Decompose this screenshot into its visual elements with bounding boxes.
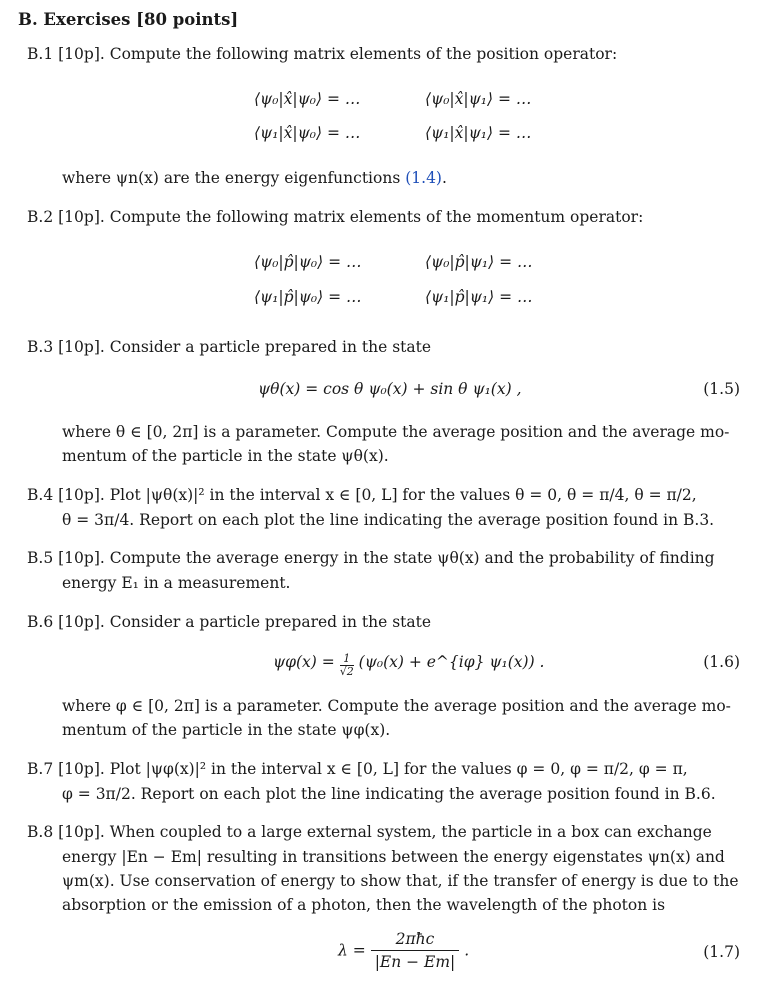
exercise-b5-header bbox=[27, 546, 747, 571]
b3-after-line1: where θ ∈ [0, 2π] is a parameter. Compute the average position and the average mo- bbox=[62, 423, 730, 441]
b3-after-line2: mentum of the particle in the state ψθ(x). bbox=[62, 447, 389, 465]
b1-where-text: where ψn(x) are the energy eigenfunctions bbox=[62, 169, 401, 187]
eq-1-7-lhs: λ = bbox=[338, 941, 366, 960]
matrix-element-p10: ⟨ψ₁|p̂|ψ₀⟩ = … bbox=[254, 288, 362, 306]
exercise-b4-header bbox=[27, 483, 747, 508]
b1-where-end: . bbox=[441, 169, 447, 187]
b4-line2: θ = 3π/4. Report on each plot the line indicating the average position found in B.3. bbox=[62, 511, 715, 529]
equation-1-5: ψθ(x) = cos θ ψ₀(x) + sin θ ψ₁(x) , bbox=[258, 380, 522, 398]
equation-number: (1.5) bbox=[703, 380, 740, 398]
exercise-points: [10p]. bbox=[58, 208, 105, 226]
eq-1-6-rhs: (ψ₀(x) + e^{iφ} ψ₁(x)) . bbox=[358, 653, 545, 671]
exercise-line1: Plot |ψθ(x)|² in the interval x ∈ [0, L] for the values θ = 0, θ = π/4, θ = π/2, bbox=[109, 486, 697, 504]
eq-1-6-lhs: ψφ(x) = bbox=[273, 653, 335, 671]
matrix-element-p00: ⟨ψ₀|p̂|ψ₀⟩ = … bbox=[254, 253, 362, 271]
fraction-numerator: 1 bbox=[343, 652, 351, 665]
exercise-b8-header bbox=[27, 820, 747, 845]
exercise-text: Compute the following matrix elements of the position operator: bbox=[109, 45, 618, 63]
b5-line2: energy E₁ in a measurement. bbox=[62, 574, 291, 592]
b8-line2: energy |En − Em| resulting in transitions between the energy eigenstates ψn(x) and bbox=[62, 848, 725, 866]
b8-line4: absorption or the emission of a photon, then the wavelength of the photon is bbox=[62, 896, 666, 914]
exercise-text: Consider a particle prepared in the state bbox=[109, 613, 432, 631]
section-title: B. Exercises [80 points] bbox=[18, 10, 239, 29]
exercise-points: [10p]. bbox=[58, 760, 105, 778]
exercise-b2-header bbox=[27, 205, 747, 230]
b7-line2: φ = 3π/2. Report on each plot the line indicating the average position found in B.6. bbox=[62, 785, 716, 803]
exercise-label: B.8 bbox=[27, 823, 54, 841]
exercise-b1-header bbox=[27, 42, 747, 67]
exercise-b3-header bbox=[27, 335, 747, 360]
exercise-line1: Compute the average energy in the state ψθ(x) and the probability of finding bbox=[109, 549, 715, 567]
b6-after-line1: where φ ∈ [0, 2π] is a parameter. Compute the average position and the average mo- bbox=[62, 697, 731, 715]
exercise-points: [10p]. bbox=[58, 486, 105, 504]
exercise-points: [10p]. bbox=[58, 823, 105, 841]
eq-1-7-end: . bbox=[464, 941, 470, 960]
fraction-one-over-sqrt2 bbox=[340, 653, 354, 678]
exercise-text: Consider a particle prepared in the state bbox=[109, 338, 432, 356]
matrix-element-x10: ⟨ψ₁|x̂|ψ₀⟩ = … bbox=[254, 124, 361, 142]
fraction-numerator: 2πħc bbox=[395, 930, 435, 948]
exercise-b6-header bbox=[27, 610, 747, 635]
exercise-b7-header bbox=[27, 757, 747, 782]
exercise-points: [10p]. bbox=[58, 549, 105, 567]
exercise-text: Compute the following matrix elements of the momentum operator: bbox=[109, 208, 644, 226]
exercise-points: [10p]. bbox=[58, 45, 105, 63]
wavelength-fraction bbox=[371, 928, 460, 973]
exercise-label: B.3 bbox=[27, 338, 54, 356]
equation-number: (1.7) bbox=[703, 943, 740, 961]
matrix-element-p01: ⟨ψ₀|p̂|ψ₁⟩ = … bbox=[425, 253, 533, 271]
exercise-points: [10p]. bbox=[58, 613, 105, 631]
matrix-element-x11: ⟨ψ₁|x̂|ψ₁⟩ = … bbox=[425, 124, 532, 142]
matrix-element-p11: ⟨ψ₁|p̂|ψ₁⟩ = … bbox=[425, 288, 533, 306]
exercise-label: B.2 bbox=[27, 208, 54, 226]
exercise-label: B.5 bbox=[27, 549, 54, 567]
exercise-line1: When coupled to a large external system, the particle in a box can exchange bbox=[109, 823, 712, 841]
exercise-points: [10p]. bbox=[58, 338, 105, 356]
fraction-denominator: |En − Em| bbox=[371, 950, 460, 973]
equation-1-7 bbox=[338, 928, 469, 973]
exercise-label: B.7 bbox=[27, 760, 54, 778]
matrix-element-x00: ⟨ψ₀|x̂|ψ₀⟩ = … bbox=[254, 90, 361, 108]
exercise-label: B.4 bbox=[27, 486, 54, 504]
exercise-label: B.1 bbox=[27, 45, 54, 63]
exercise-label: B.6 bbox=[27, 613, 54, 631]
matrix-element-x01: ⟨ψ₀|x̂|ψ₁⟩ = … bbox=[425, 90, 532, 108]
equation-1-6 bbox=[273, 650, 544, 678]
b8-line3: ψm(x). Use conservation of energy to show that, if the transfer of energy is due to the bbox=[62, 872, 739, 890]
fraction-denominator: √2 bbox=[339, 665, 354, 678]
equation-number: (1.6) bbox=[703, 653, 740, 671]
b1-where-line bbox=[62, 166, 742, 191]
exercise-line1: Plot |ψφ(x)|² in the interval x ∈ [0, L] for the values φ = 0, φ = π/2, φ = π, bbox=[109, 760, 688, 778]
equation-reference-link[interactable]: (1.4) bbox=[405, 169, 442, 187]
b6-after-line2: mentum of the particle in the state ψφ(x). bbox=[62, 721, 391, 739]
